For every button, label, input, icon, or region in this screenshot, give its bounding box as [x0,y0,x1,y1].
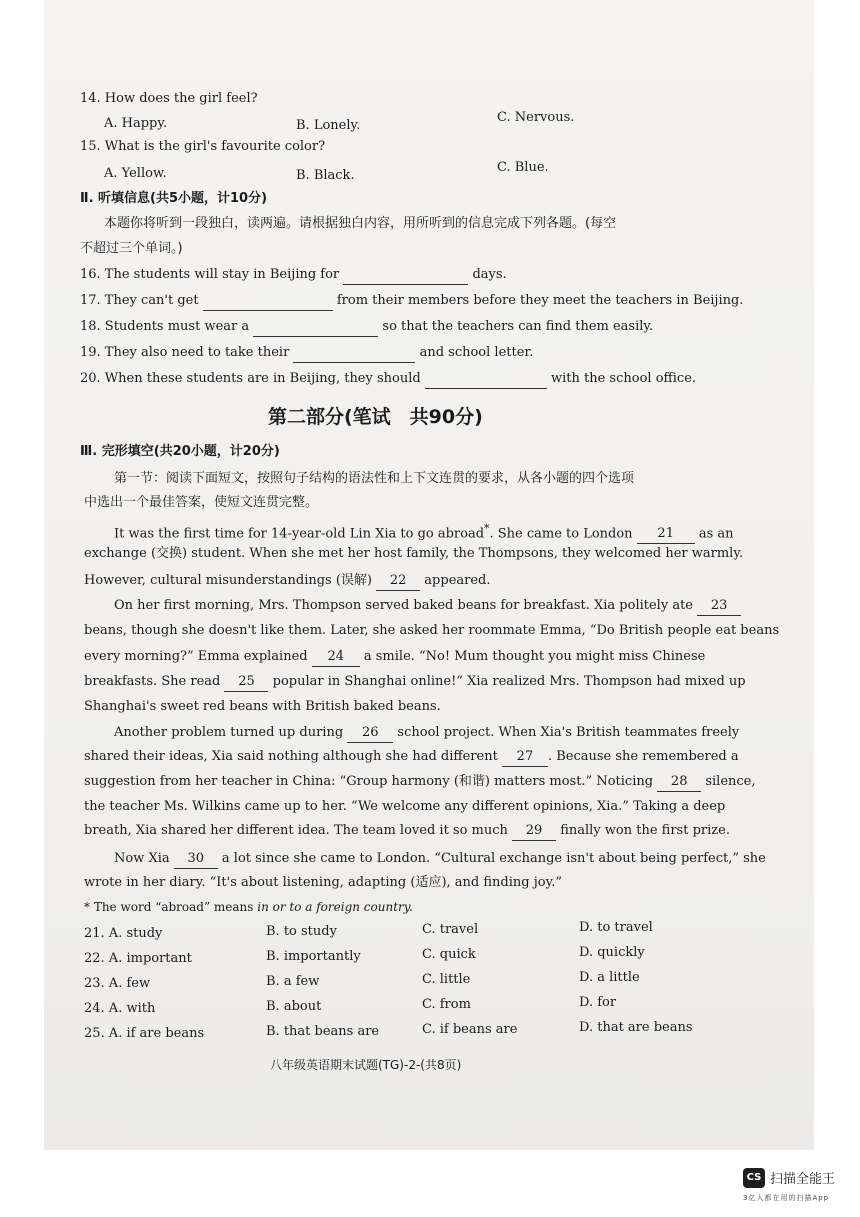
blank-23[interactable]: 23 [697,597,741,616]
blank-30[interactable]: 30 [174,850,218,869]
answer-blank-17[interactable] [203,292,333,311]
question-15-stem: 15. What is the girl's favourite color? [80,139,326,154]
passage-text: breath, Xia shared her different idea. The team loved it so much [84,823,508,838]
passage-line [84,572,491,591]
q20-text-end: with the school office. [551,371,697,386]
passage-line [84,648,705,667]
passage-line [84,748,739,767]
blank-27[interactable]: 27 [502,748,548,767]
option-d[interactable]: D. to travel [579,920,653,935]
option-d[interactable]: D. quickly [579,945,645,960]
footnote-definition: in or to a foreign country. [257,900,413,914]
option-b[interactable]: B. importantly [266,949,361,964]
blank-21[interactable]: 21 [637,525,695,544]
q17-text: 17. They can't get [80,293,199,308]
question-16 [80,266,507,285]
option-a[interactable]: 25. A. if are beans [84,1026,205,1041]
passage-text: appeared. [424,573,491,588]
option-b[interactable]: B. a few [266,974,320,989]
scanner-tagline: 3亿人都在用的扫描App [743,1194,830,1202]
passage-line [84,673,746,692]
option-d[interactable]: D. that are beans [579,1020,693,1035]
q19-text-end: and school letter. [419,345,534,360]
passage-line [114,597,741,616]
passage-line: Shanghai's sweet red beans with British baked beans. [84,699,441,714]
passage-text: shared their ideas, Xia said nothing although she had different [84,749,498,764]
footnote-text: * The word “abroad” means [84,900,258,914]
passage-text: It was the first time for 14-year-old Lin Xia to go abroad [114,526,485,542]
page-footer: 八年级英语期末试题(TG)-2-(共8页) [270,1058,462,1072]
option-b[interactable]: B. to study [266,924,337,939]
section-3-instructions: 第一节：阅读下面短文，按照句子结构的语法性和上下文连贯的要求，从各小题的四个选项 [114,471,635,486]
q16-text-end: days. [472,267,507,282]
passage-text: a smile. “No! Mum thought you might miss Chinese [363,649,706,664]
option-c[interactable]: C. if beans are [422,1022,518,1037]
passage-line [114,724,739,743]
q19-text: 19. They also need to take their [80,345,290,360]
passage-text: a lot since she came to London. “Cultural exchange isn't about being perfect,” she [221,851,766,866]
option-a[interactable]: 22. A. important [84,951,192,966]
blank-22[interactable]: 22 [376,572,420,591]
footnote-marker: * [484,522,490,535]
blank-24[interactable]: 24 [312,648,360,667]
part-2-heading: 第二部分(笔试 共90分) [268,406,483,428]
option-c[interactable]: C. little [422,972,471,987]
answer-blank-16[interactable] [343,266,468,285]
q14-option-a: A. Happy. [104,116,168,131]
q17-text-end: from their members before they meet the teachers in Beijing. [336,293,744,308]
passage-text: popular in Shanghai online!” Xia realized Mrs. Thompson had mixed up [272,674,746,689]
q14-option-b: B. Lonely. [296,118,361,133]
passage-text: school project. When Xia's British teammates freely [397,725,740,740]
option-a[interactable]: 21. A. study [84,926,163,941]
option-d[interactable]: D. for [579,995,617,1010]
q18-text-end: so that the teachers can find them easily. [382,319,654,334]
passage-text: silence, [705,774,756,789]
passage-text: However, cultural misunderstandings (误解) [84,573,373,588]
passage-line [84,822,730,841]
passage-text: Another problem turned up during [114,725,344,740]
blank-26[interactable]: 26 [347,724,393,743]
passage-line [114,520,734,544]
passage-line [84,773,756,792]
passage-text: suggestion from her teacher in China: “Group harmony (和谐) matters most.” Noticing [84,774,654,789]
option-c[interactable]: C. travel [422,922,479,937]
blank-25[interactable]: 25 [224,673,268,692]
answer-blank-20[interactable] [425,370,547,389]
answer-blank-18[interactable] [253,318,378,337]
passage-line: the teacher Ms. Wilkins came up to her. “We welcome any different opinions, Xia.” Taking a deep [84,799,726,814]
q15-option-a: A. Yellow. [104,166,167,181]
scanner-brand: 扫描全能王 [770,1172,836,1187]
q20-text: 20. When these students are in Beijing, they should [80,371,421,386]
question-19 [80,344,533,363]
blank-28[interactable]: 28 [657,773,701,792]
question-18 [80,318,653,337]
answer-blank-19[interactable] [293,344,415,363]
option-c[interactable]: C. from [422,997,471,1012]
q15-option-c: C. Blue. [497,160,549,175]
blank-29[interactable]: 29 [512,822,556,841]
passage-text: . Because she remembered a [547,749,739,764]
passage-text: as an [698,526,734,542]
option-c[interactable]: C. quick [422,947,476,962]
question-14-stem: 14. How does the girl feel? [80,91,258,106]
passage-text: Now Xia [114,851,170,866]
question-17 [80,292,743,311]
passage-text: On her first morning, Mrs. Thompson served baked beans for breakfast. Xia politely ate [114,598,693,613]
option-d[interactable]: D. a little [579,970,640,985]
section-3-instructions-cont: 中选出一个最佳答案，使短文连贯完整。 [84,495,319,510]
passage-line [114,850,766,869]
passage-text: breakfasts. She read [84,674,221,689]
option-a[interactable]: 23. A. few [84,976,151,991]
q15-option-b: B. Black. [296,168,355,183]
q18-text: 18. Students must wear a [80,319,250,334]
camscanner-logo-icon: CS [743,1168,765,1188]
section-2-instructions-cont: 不超过三个单词。) [80,241,183,256]
section-3-title: Ⅲ. 完形填空(共20小题，计20分) [80,444,280,459]
q14-option-c: C. Nervous. [497,110,575,125]
option-a[interactable]: 24. A. with [84,1001,156,1016]
footnote [84,898,413,916]
passage-line: beans, though she doesn't like them. Later, she asked her roommate Emma, “Do British people eat beans [84,623,780,638]
option-b[interactable]: B. that beans are [266,1024,380,1039]
option-b[interactable]: B. about [266,999,322,1014]
section-2-instructions: 本题你将听到一段独白，读两遍。请根据独白内容，用所听到的信息完成下列各题。(每空 [104,216,617,231]
passage-text: every morning?” Emma explained [84,649,308,664]
section-2-title: Ⅱ. 听填信息(共5小题，计10分) [80,191,268,206]
passage-line: wrote in her diary. “It's about listening, adapting (适应), and finding joy.” [84,875,562,890]
passage-text: . She came to London [489,526,633,542]
passage-text: finally won the first prize. [560,823,730,838]
question-20 [80,370,696,389]
q16-text: 16. The students will stay in Beijing for [80,267,340,282]
passage-line: exchange (交换) student. When she met her host family, the Thompsons, they welcomed her warmly. [84,546,744,561]
